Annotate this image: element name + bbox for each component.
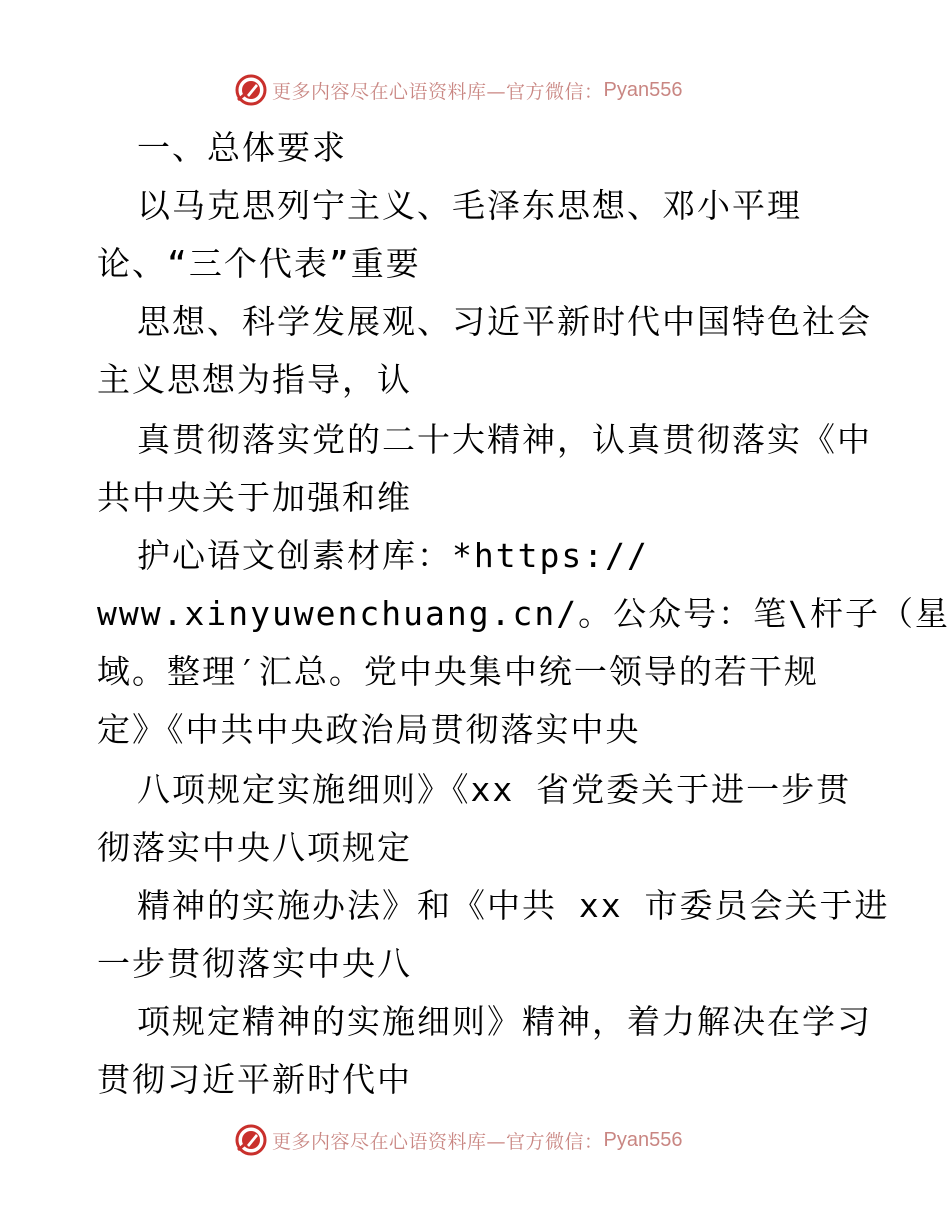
banner-wechat-id: Pyan556 [603, 78, 683, 101]
body-line: 共中央关于加强和维 [97, 478, 412, 517]
body-line: 一、总体要求 [137, 128, 347, 167]
body-line: 贯彻习近平新时代中 [97, 1060, 412, 1099]
body-line: 真贯彻落实党的二十大精神，认真贯彻落实《中 [137, 420, 872, 459]
body-line: 论、“三个代表”重要 [97, 244, 421, 283]
pen-logo-icon [234, 1123, 268, 1157]
header-banner [234, 70, 682, 110]
body-line: 项规定精神的实施细则》精神，着力解决在学习 [137, 1002, 872, 1041]
banner-text: 更多内容尽在心语资料库—官方微信： [272, 80, 604, 103]
pen-logo-icon [234, 73, 268, 107]
body-line: 主义思想为指导，认 [97, 360, 412, 399]
banner-text: 更多内容尽在心语资料库—官方微信： [272, 1130, 604, 1153]
banner-wechat-id: Pyan556 [603, 1128, 683, 1151]
body-line: 思想、科学发展观、习近平新时代中国特色社会 [137, 302, 872, 341]
body-line: 以马克思列宁主义、毛泽东思想、邓小平理 [137, 186, 802, 225]
body-line: 八项规定实施细则》《xx 省党委关于进一步贯 [137, 770, 852, 809]
body-line: 护心语文创素材库：*https:// [137, 536, 649, 575]
body-line: 定》《中共中央政治局贯彻落实中央 [97, 710, 641, 749]
body-line: 域。整理′汇总。党中央集中统一领导的若干规 [97, 652, 819, 691]
footer-banner [234, 1120, 682, 1160]
body-line: www.xinyuwenchuang.cn/。公众号：笔\杆子（星 [97, 594, 950, 633]
body-line: 一步贯彻落实中央八 [97, 944, 412, 983]
body-line: 精神的实施办法》和《中共 xx 市委员会关于进 [137, 886, 890, 925]
body-line: 彻落实中央八项规定 [97, 828, 412, 867]
